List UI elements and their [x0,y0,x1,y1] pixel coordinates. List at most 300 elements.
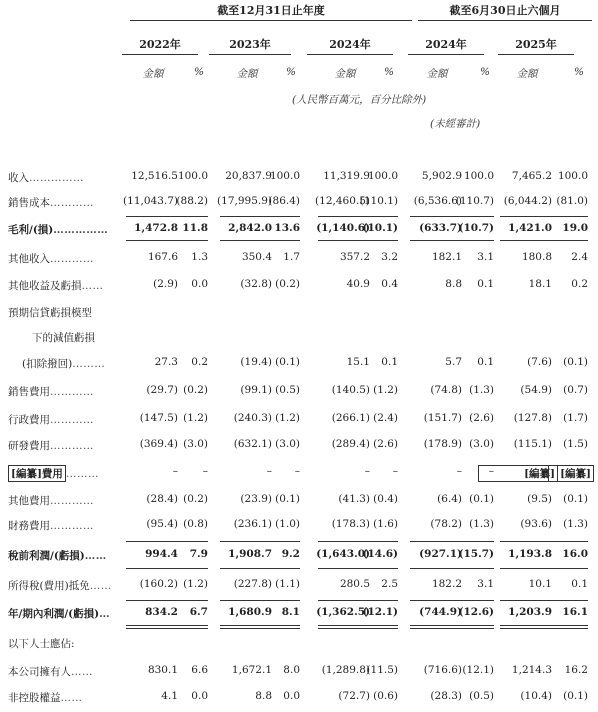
percent-cell: 0.1 [571,578,588,590]
table-row [0,493,598,513]
percent-cell: (0.2) [183,493,208,505]
amount-cell: (9.5) [527,493,552,505]
amount-cell: (178.9) [423,438,462,450]
unaudited-note: (未經審計) [430,118,481,130]
year-header-rule [307,54,393,55]
table-row [0,465,598,485]
amount-cell: 8.8 [445,278,462,290]
subtotal-rule [500,568,588,569]
percent-cell: (1.5) [563,438,588,450]
percent-cell: (0.1) [275,493,300,505]
amount-cell: (95.4) [146,518,178,530]
row-label-text: 其他費用 [8,495,50,507]
percent-cell: (81.0) [556,195,588,207]
percent-cell: 3.1 [477,251,494,263]
percent-cell: (2.6) [469,412,494,424]
percent-cell: 6.7 [189,606,208,618]
table-row [0,664,598,684]
percent-cell: 0.2 [191,356,208,368]
percent-cell: (110.1) [359,195,398,207]
row-leader-dots: ………… [50,414,94,426]
table-row [0,222,598,242]
amount-cell: 11,319.9 [323,170,370,182]
percent-cell: 11.8 [182,222,208,234]
amount-cell: 7,465.2 [511,170,552,182]
table-row [0,278,598,298]
amount-cell: [編纂] [478,465,558,482]
row-label [8,170,84,185]
percent-cell: (15.7) [458,548,494,560]
amount-cell: (93.6) [520,518,552,530]
row-leader-dots: ………… [50,520,94,532]
amount-cell: (151.7) [423,412,462,424]
percent-cell: (1.3) [469,518,494,530]
percent-cell: 0.1 [381,356,398,368]
row-label-text: 非控股權益 [8,692,61,704]
row-label-text: 其他收益及虧損 [8,280,82,292]
row-label-text: (扣除撥回) [22,358,73,370]
amount-cell: (11,043.7) [123,195,178,207]
amount-cell: (28.3) [430,690,462,702]
group-header-half-year: 截至6月30日止六個月 [449,4,561,17]
subtotal-rule [318,568,398,569]
amount-cell: (1,643.0) [316,548,370,560]
percent-cell: 0.1 [477,356,494,368]
amount-cell: (29.7) [146,384,178,396]
amount-cell: – [456,465,462,477]
amount-cell: 180.8 [521,251,552,263]
percent-cell: (3.0) [275,438,300,450]
row-label [32,330,95,345]
percent-column-header: % [480,66,490,78]
subtotal-rule [126,541,208,542]
row-leader-dots: …… [84,550,107,562]
amount-cell: (1,362.5) [316,606,370,618]
amount-cell: – [172,465,178,477]
row-label [8,278,104,293]
amount-cell: 4.1 [161,690,178,702]
row-label [8,251,94,266]
row-leader-dots: … [99,608,111,620]
subtotal-rule [500,541,588,542]
percent-cell: (0.8) [183,518,208,530]
subtotal-rule [318,240,398,241]
amount-cell: (160.2) [139,578,178,590]
percent-cell: (0.4) [373,493,398,505]
table-row [0,690,598,710]
row-label-text: 預期信貸虧損模型 [8,307,92,319]
percent-cell: (0.7) [563,384,588,396]
row-leader-dots: ……… [65,468,99,480]
percent-cell: 100.0 [463,170,494,182]
amount-cell: 1,421.0 [508,222,552,234]
percent-column-header: % [194,66,204,78]
row-label [8,305,92,320]
percent-cell: – [294,465,300,477]
amount-cell: 834.2 [145,606,178,618]
year-header-rule [498,54,574,55]
row-label [8,636,75,651]
table-row [0,330,598,350]
percent-cell: (1.6) [373,518,398,530]
percent-cell: – [392,465,398,477]
amount-cell: (2.9) [153,278,178,290]
table-row [0,578,598,598]
subtotal-rule [220,568,300,569]
percent-cell: (1.3) [469,384,494,396]
percent-cell: (1.0) [275,518,300,530]
amount-cell: (99.1) [240,384,272,396]
amount-cell: (28.4) [146,493,178,505]
percent-cell: 100.0 [177,170,208,182]
table-row [0,548,598,568]
subtotal-rule [126,568,208,569]
percent-cell: (0.1) [563,356,588,368]
row-label [8,222,108,237]
amount-column-header: 金額 [334,68,356,80]
row-label [8,690,83,705]
row-label-text: 本公司擁有人 [8,666,71,678]
amount-cell: (289.4) [331,438,370,450]
percent-cell: 3.2 [381,251,398,263]
amount-cell: (127.8) [513,412,552,424]
amount-cell: (72.7) [338,690,370,702]
row-label-text: 下的減值虧損 [32,332,95,344]
row-label-text: 所得稅(費用)抵免 [8,580,90,592]
percent-cell: (0.5) [275,384,300,396]
percent-cell: (1.3) [563,518,588,530]
amount-column-header: 金額 [142,68,164,80]
percent-cell: (88.2) [176,195,208,207]
amount-cell: 10.1 [528,578,552,590]
percent-cell: 6.6 [191,664,208,676]
percent-cell: – [488,465,494,477]
amount-cell: 1,203.9 [508,606,552,618]
percent-cell: 7.9 [189,548,208,560]
subtotal-rule [410,568,494,569]
amount-cell: 5,902.9 [421,170,462,182]
amount-cell: (7.6) [527,356,552,368]
percent-cell: (1.1) [275,578,300,590]
percent-cell: 8.0 [283,664,300,676]
percent-cell: (0.1) [563,690,588,702]
row-label [8,384,94,399]
row-leader-dots: …… [60,692,83,704]
percent-cell: (12.1) [462,664,494,676]
subtotal-rule [220,216,300,217]
subtotal-rule [318,600,398,601]
subtotal-rule [126,240,208,241]
subtotal-rule [220,541,300,542]
amount-cell: (6,536.6) [413,195,462,207]
amount-cell: 357.2 [339,251,370,263]
amount-cell: (10.4) [520,690,552,702]
amount-cell: 18.1 [528,278,552,290]
percent-cell: 0.0 [191,278,208,290]
percent-cell: (12.6) [458,606,494,618]
row-leader-dots: ………… [50,386,94,398]
amount-cell: (236.1) [233,518,272,530]
amount-cell: (147.5) [139,412,178,424]
row-label [8,664,93,679]
amount-cell: (369.4) [139,438,178,450]
year-header-rule [408,54,484,55]
amount-cell: 350.4 [241,251,272,263]
amount-cell: (1,140.6) [316,222,370,234]
row-label-text: 其他收入 [8,253,50,265]
year-header: 2023年 [229,38,271,51]
row-label-text: 財務費用 [8,520,50,532]
row-label [8,195,94,210]
table-row [0,170,598,190]
percent-cell: – [202,465,208,477]
amount-cell: 27.3 [154,356,178,368]
table-row [0,606,598,626]
percent-cell: 1.3 [191,251,208,263]
amount-cell: (6.4) [437,493,462,505]
total-double-rule [126,625,208,629]
percent-column-header: % [574,66,584,78]
percent-cell: (1.2) [373,384,398,396]
subtotal-rule [410,600,494,601]
group-header-annual: 截至12月31日止年度 [217,4,325,17]
amount-cell: 182.2 [431,578,462,590]
amount-cell: (6,044.2) [503,195,552,207]
amount-cell: 8.8 [255,690,272,702]
amount-cell: 20,837.9 [225,170,272,182]
percent-cell: (0.2) [275,278,300,290]
subtotal-rule [500,240,588,241]
percent-cell: (14.6) [362,548,398,560]
percent-cell: (10.1) [362,222,398,234]
amount-cell: (716.6) [423,664,462,676]
percent-cell: 19.0 [562,222,588,234]
row-leader-dots: ………… [50,440,94,452]
amount-cell: (927.1) [419,548,462,560]
table-row [0,518,598,538]
row-leader-dots: …… [81,280,104,292]
amount-cell: (115.1) [513,438,552,450]
amount-cell: (78.2) [430,518,462,530]
amount-cell: (41.3) [338,493,370,505]
row-leader-dots: ………… [50,253,94,265]
row-label [8,438,94,453]
group-header-annual-rule [130,20,412,21]
subtotal-rule [126,216,208,217]
percent-cell: 100.0 [557,170,588,182]
amount-cell: (632.1) [233,438,272,450]
amount-cell: 1,472.8 [134,222,178,234]
subtotal-rule [220,240,300,241]
percent-cell: (12.1) [362,606,398,618]
amount-cell: 830.1 [147,664,178,676]
percent-cell: (3.0) [183,438,208,450]
amount-cell: 1,672.1 [231,664,272,676]
currency-note: (人民幣百萬元，百分比除外) [292,94,427,106]
amount-cell: (32.8) [240,278,272,290]
subtotal-rule [500,600,588,601]
table-row [0,251,598,271]
amount-cell: 1,908.7 [228,548,272,560]
amount-cell: 182.1 [431,251,462,263]
amount-cell: 994.4 [145,548,178,560]
subtotal-rule [410,240,494,241]
row-leader-dots: …… [89,580,112,592]
total-double-rule [318,625,398,629]
amount-column-header: 金額 [516,68,538,80]
group-header-half-year-rule [418,20,592,21]
subtotal-rule [410,216,494,217]
table-row [0,305,598,325]
percent-cell: (0.2) [183,384,208,396]
year-header: 2024年 [425,38,467,51]
amount-cell: (74.8) [430,384,462,396]
percent-cell: (0.5) [469,690,494,702]
subtotal-rule [500,216,588,217]
row-label-text: 行政費用 [8,414,50,426]
amount-cell: 1,193.8 [508,548,552,560]
percent-cell: (0.1) [469,493,494,505]
row-leader-dots: ………… [50,495,94,507]
percent-cell: (86.4) [268,195,300,207]
amount-cell: – [364,465,370,477]
amount-cell: (227.8) [233,578,272,590]
percent-cell: (10.7) [458,222,494,234]
percent-cell: (1.2) [275,412,300,424]
amount-cell: 1,680.9 [228,606,272,618]
percent-cell: 100.0 [269,170,300,182]
amount-cell: 12,516.5 [131,170,178,182]
row-label-text: 收入 [8,172,29,184]
row-label-text: [編纂]費用 [8,465,66,482]
subtotal-rule [126,600,208,601]
table-row [0,636,598,656]
year-header: 2022年 [139,38,181,51]
row-label [8,606,110,621]
percent-cell: 100.0 [367,170,398,182]
table-row [0,384,598,404]
percent-cell: (110.7) [455,195,494,207]
percent-cell: 2.5 [381,578,398,590]
percent-cell: (2.4) [373,412,398,424]
percent-cell: (3.0) [469,438,494,450]
amount-cell: (12,460.5) [315,195,370,207]
amount-cell: 167.6 [147,251,178,263]
amount-cell: (54.9) [520,384,552,396]
amount-cell: (23.9) [240,493,272,505]
amount-cell: (240.3) [233,412,272,424]
percent-cell: 0.4 [381,278,398,290]
subtotal-rule [318,216,398,217]
row-label-text: 銷售成本 [8,197,50,209]
row-label [8,412,94,427]
percent-cell: 3.1 [477,578,494,590]
percent-cell: (0.6) [373,690,398,702]
total-double-rule [410,625,494,629]
row-label [8,578,112,593]
percent-cell: 16.0 [562,548,588,560]
table-row [0,412,598,432]
percent-cell: (0.1) [563,493,588,505]
year-header: 2025年 [515,38,557,51]
amount-cell: 1,214.3 [511,664,552,676]
amount-cell: 5.7 [445,356,462,368]
percent-cell: (0.1) [275,356,300,368]
total-double-rule [220,625,300,629]
percent-cell: (1.2) [183,412,208,424]
amount-cell: 280.5 [339,578,370,590]
percent-cell: (2.6) [373,438,398,450]
row-label [8,548,107,563]
amount-cell: – [266,465,272,477]
row-label-text: 毛利/(損) [8,224,54,236]
amount-cell: (19.4) [240,356,272,368]
row-label [8,518,94,533]
amount-cell: (266.1) [331,412,370,424]
amount-column-header: 金額 [426,68,448,80]
row-leader-dots: …… [71,666,93,678]
subtotal-rule [318,541,398,542]
year-header-rule [209,54,291,55]
percent-cell: 0.0 [283,690,300,702]
percent-cell: 0.2 [571,278,588,290]
amount-column-header: 金額 [236,68,258,80]
percent-cell: (1.7) [563,412,588,424]
year-header: 2024年 [329,38,371,51]
percent-cell: 13.6 [274,222,300,234]
percent-cell: 0.0 [191,690,208,702]
row-label [8,465,99,482]
amount-cell: (744.9) [419,606,462,618]
percent-column-header: % [384,66,394,78]
percent-cell: (11.5) [366,664,398,676]
amount-cell: (633.7) [419,222,462,234]
percent-cell: 16.2 [564,664,588,676]
amount-cell: (140.5) [331,384,370,396]
row-leader-dots: ………… [50,197,94,209]
row-label [22,356,105,371]
row-label [8,493,94,508]
subtotal-rule [410,541,494,542]
row-label-text: 研發費用 [8,440,50,452]
table-row [0,195,598,215]
percent-column-header: % [286,66,296,78]
row-label-text: 稅前利潤/(虧損) [8,550,85,562]
percent-cell: (1.2) [183,578,208,590]
table-row [0,438,598,458]
percent-cell: 0.1 [477,278,494,290]
amount-cell: (178.3) [331,518,370,530]
amount-cell: (17,995.9) [217,195,272,207]
row-leader-dots: …………… [29,172,84,184]
row-label-text: 銷售費用 [8,386,50,398]
amount-cell: 2,842.0 [228,222,272,234]
percent-cell: 9.2 [281,548,300,560]
percent-cell: 1.7 [283,251,300,263]
row-label-text: 年/期內利潤/(虧損) [8,608,100,620]
amount-cell: 15.1 [346,356,370,368]
amount-cell: 40.9 [346,278,370,290]
percent-cell: 8.1 [281,606,300,618]
percent-cell: 2.4 [571,251,588,263]
total-double-rule [500,625,588,629]
row-leader-dots: …………… [53,224,109,236]
amount-cell: (1,289.8) [321,664,370,676]
percent-cell: [編纂] [548,465,594,482]
row-label-text: 以下人士應佔: [8,638,75,650]
row-leader-dots: ……… [72,358,106,370]
percent-cell: 16.1 [562,606,588,618]
